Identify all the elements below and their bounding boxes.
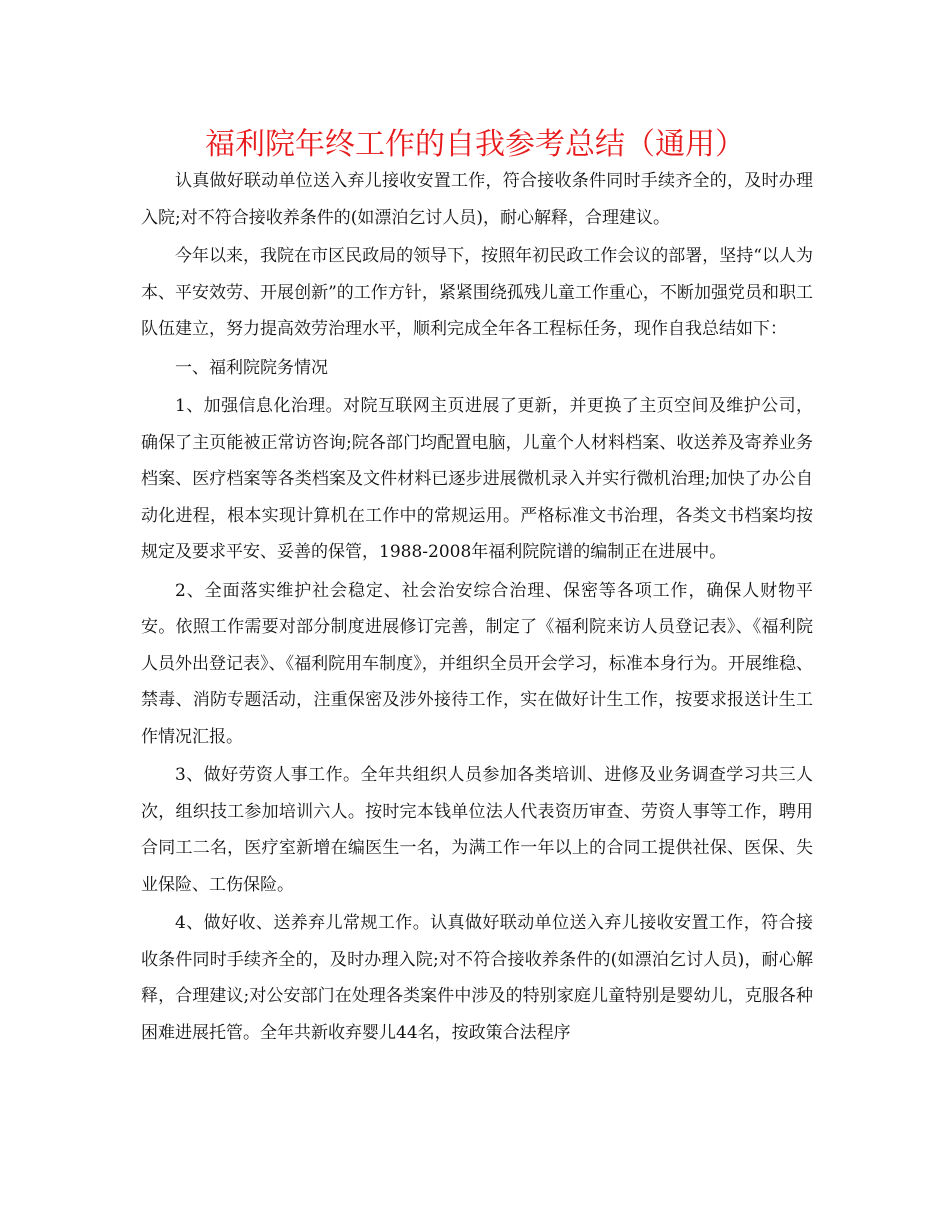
- paragraph-item-1: 1、加强信息化治理。对院互联网主页进展了更新，并更换了主页空间及维护公司，确保了主页能被正常访咨询;院各部门均配置电脑，儿童个人材料档案、收送养及寄养业务档案、医疗档案等各类档案及文件材料已逐步进展微机录入并实行微机治理;加快了办公自动化进程，根本实现计算机在工作中的常规运用。严格标准文书治理，各类文书档案均按规定及要求平安、妥善的保管，1988-2008年福利院院谱的编制正在进展中。: [141, 396, 813, 562]
- document-body: [141, 163, 813, 1051]
- paragraph-item-4: 4、做好收、送养弃儿常规工作。认真做好联动单位送入弃儿接收安置工作，符合接收条件同时手续齐全的，及时办理入院;对不符合接收养条件的(如漂泊乞讨人员)，耐心解释，合理建议;对公安部门在处理各类案件中涉及的特别家庭儿童特别是婴幼儿，克服各种困难进展托管。全年共新收弃婴儿44名，按政策合法程序: [141, 913, 813, 1043]
- paragraph-overview: 今年以来，我院在市区民政局的领导下，按照年初民政工作会议的部署，坚持“以人为本、平安效劳、开展创新”的工作方针，紧紧围绕孤残儿童工作重心，不断加强党员和职工队伍建立，努力提高效劳治理水平，顺利完成全年各工程标任务，现作自我总结如下：: [141, 246, 813, 339]
- paragraph-intro: 认真做好联动单位送入弃儿接收安置工作，符合接收条件同时手续齐全的，及时办理入院;对不符合接收养条件的(如漂泊乞讨人员)，耐心解释，合理建议。: [141, 171, 813, 228]
- paragraph-item-2: 2、全面落实维护社会稳定、社会治安综合治理、保密等各项工作，确保人财物平安。依照工作需要对部分制度进展修订完善，制定了《福利院来访人员登记表》、《福利院人员外出登记表》、《福利院用车制度》，并组织全员开会学习，标准本身行为。开展维稳、禁毒、消防专题活动，注重保密及涉外接待工作，实在做好计生工作，按要求报送计生工作情况汇报。: [141, 580, 813, 747]
- section-heading: 一、福利院院务情况: [175, 357, 328, 378]
- paragraph-item-3: 3、做好劳资人事工作。全年共组织人员参加各类培训、进修及业务调查学习共三人次，组织技工参加培训六人。按时完本钱单位法人代表资历审查、劳资人事等工作，聘用合同工二名，医疗室新增在编医生一名，为满工作一年以上的合同工提供社保、医保、失业保险、工伤保险。: [141, 765, 813, 895]
- document-title: 福利院年终工作的自我参考总结（通用）: [205, 127, 745, 162]
